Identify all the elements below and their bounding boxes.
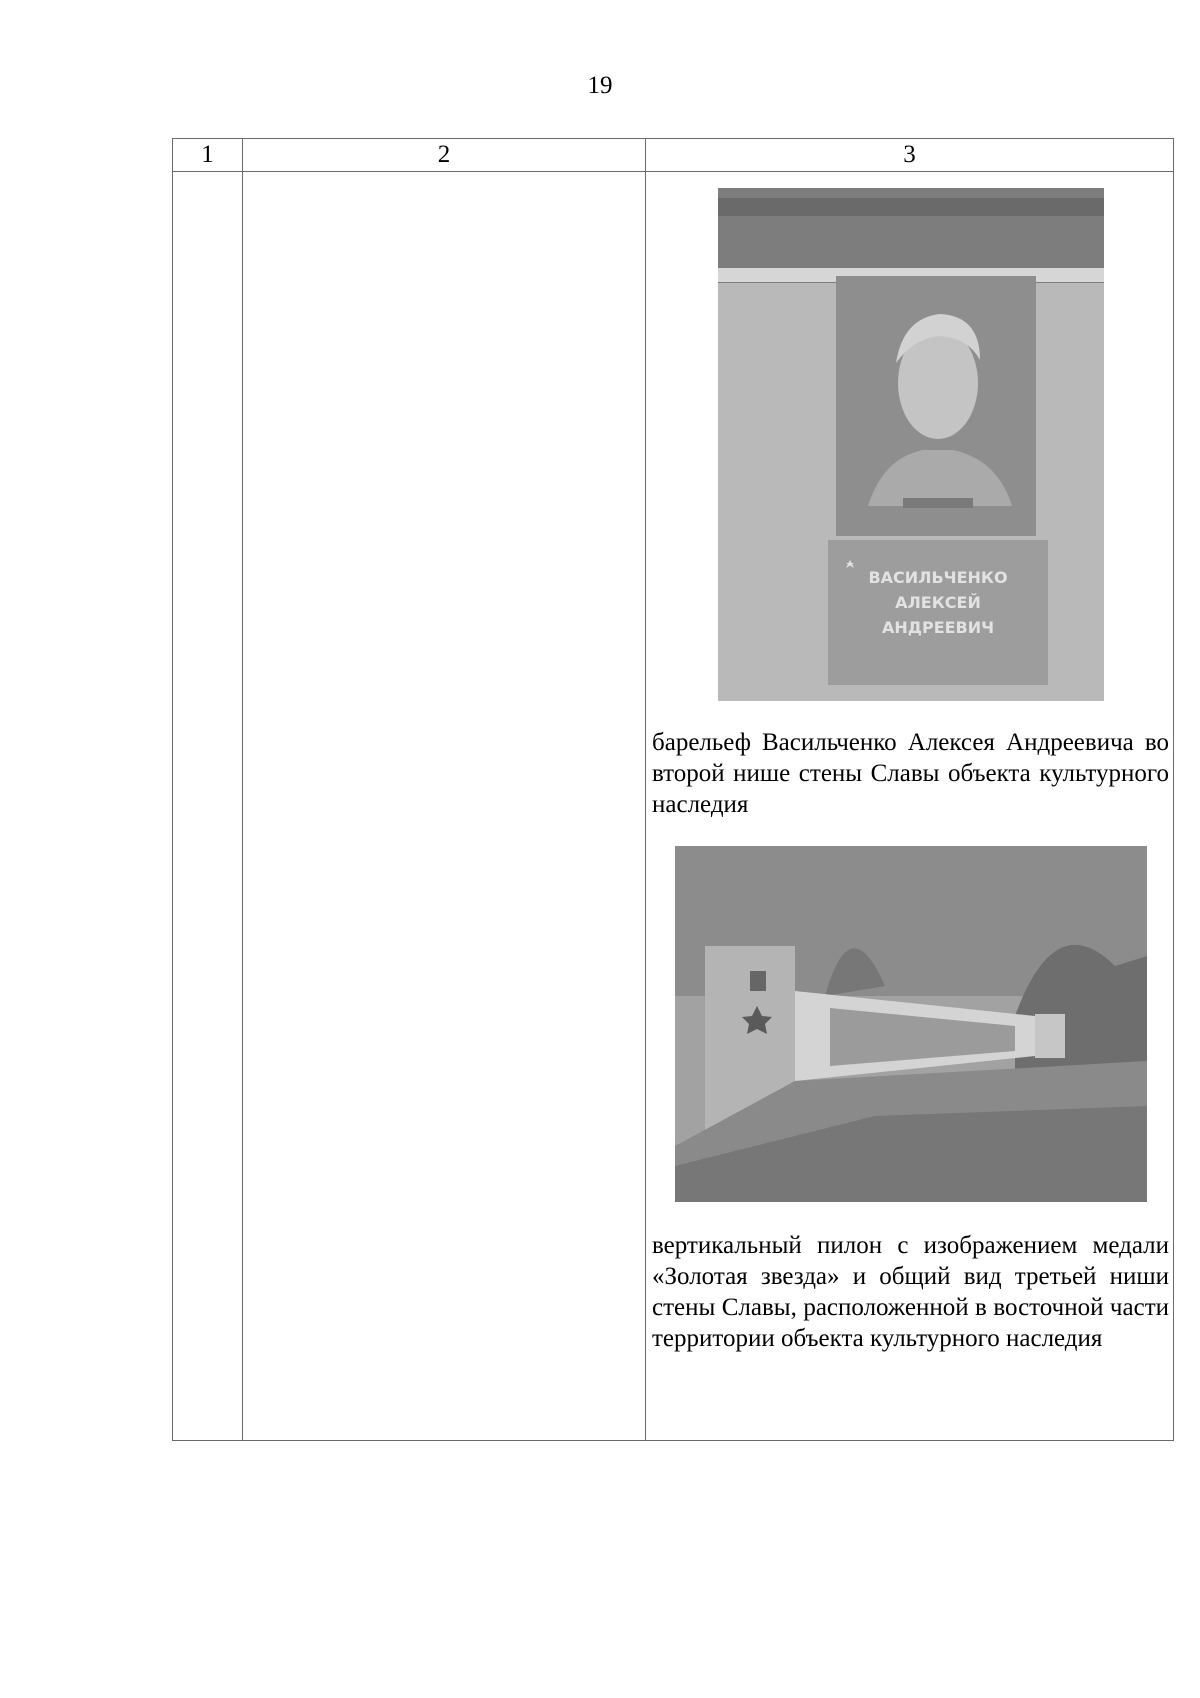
table-row <box>173 172 1174 1441</box>
bas-relief-photo <box>718 188 1104 701</box>
cell-col-1 <box>173 172 243 1441</box>
photo2-caption: вертикальный пилон с изображением медали «Золотая звезда» и общий вид третьей ниши стены Славы, расположенной в восточной части территории объекта культурного наследия <box>652 1232 1169 1352</box>
cell-col-3 <box>646 172 1174 1441</box>
plaque-line-3: АНДРЕЕВИЧ <box>881 618 994 637</box>
table-header-row <box>173 139 1174 172</box>
photo1-caption: барельеф Васильченко Алексея Андреевича во второй нише стены Славы объекта культурного наследия <box>652 729 1169 818</box>
plaque-line-2: АЛЕКСЕЙ <box>894 593 981 612</box>
header-col-2: 2 <box>243 139 646 172</box>
header-col-1: 1 <box>173 139 243 172</box>
monument-table <box>172 138 1174 1441</box>
header-col-3: 3 <box>646 139 1174 172</box>
page-number: 19 <box>587 72 613 99</box>
glory-wall-photo <box>675 846 1147 1202</box>
plaque-line-1: ВАСИЛЬЧЕНКО <box>867 568 1008 587</box>
cell-col-2 <box>243 172 646 1441</box>
